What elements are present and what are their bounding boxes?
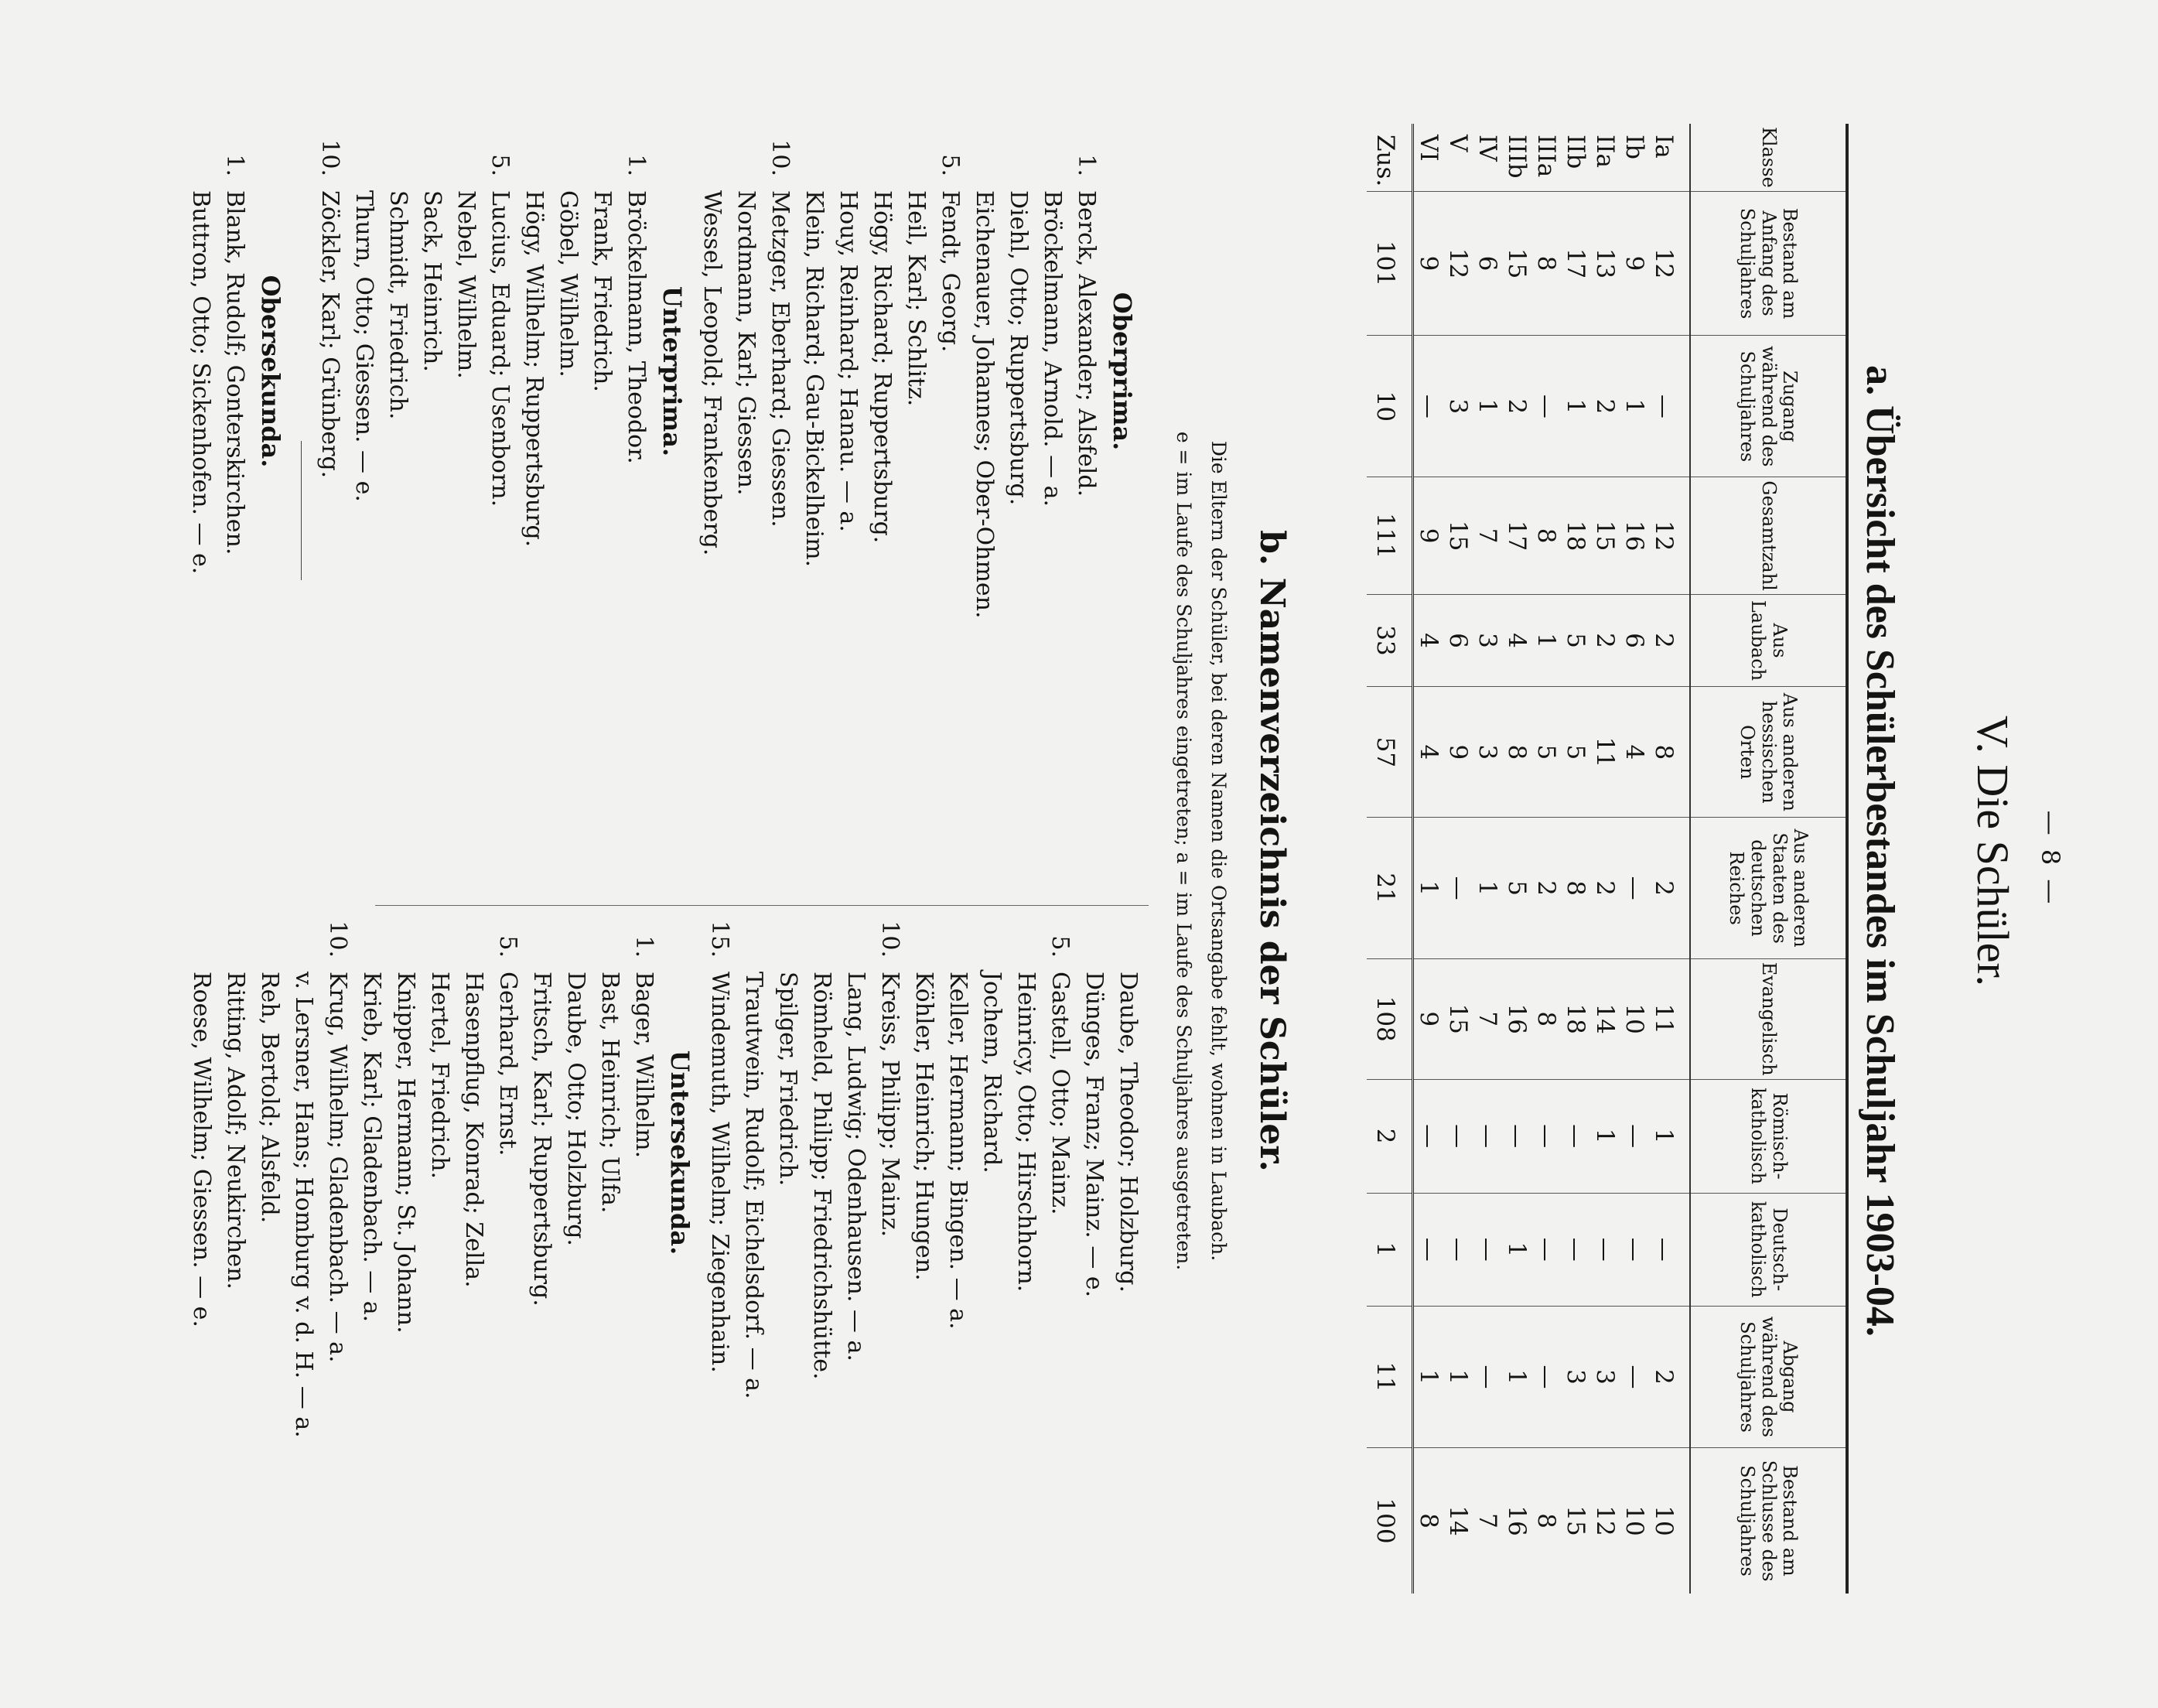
table-cell: 12 <box>1590 1447 1620 1594</box>
table-cell: 14 <box>1590 958 1620 1079</box>
student-name: Gastell, Otto; Mainz. <box>1047 972 1074 1215</box>
table-cell: 11 <box>1367 1306 1413 1447</box>
table-cell: 2 <box>1502 336 1531 477</box>
list-item <box>619 132 653 905</box>
student-name: Göbel, Wilhelm. <box>555 190 582 377</box>
separator-rule <box>301 441 302 580</box>
unterprima-list <box>312 132 653 905</box>
table-row <box>1531 124 1561 1594</box>
student-name: Fendt, Georg. <box>937 190 964 353</box>
list-item <box>907 913 941 1686</box>
table-cell: 1 <box>1502 1193 1531 1306</box>
table-cell: 2 <box>1649 818 1690 958</box>
table-cell: 4 <box>1413 687 1444 818</box>
table-cell: 10 <box>1367 336 1413 477</box>
student-name: Thurn, Otto; Giessen. — e. <box>350 190 377 502</box>
entry-number: 10. <box>876 921 903 958</box>
student-name: Houy, Reinhard; Hanau. — a. <box>835 190 862 532</box>
class-cell: VI <box>1415 135 1443 162</box>
table-cell: 10 <box>1649 1447 1690 1594</box>
table-cell: 3 <box>1443 336 1473 477</box>
student-name: Diehl, Otto; Ruppertsburg. <box>1005 190 1032 506</box>
student-name: Reh, Bertold; Alsfeld. <box>256 972 283 1224</box>
column-divider <box>375 905 1149 906</box>
oberprima-list <box>695 132 1103 905</box>
table-cell: 10 <box>1620 1447 1649 1594</box>
table-cell: 4 <box>1413 594 1444 686</box>
entry-number: 10. <box>767 139 794 176</box>
list-item <box>933 132 967 905</box>
student-name: Nebel, Wilhelm. <box>452 190 480 379</box>
class-cell: IIa <box>1591 135 1619 168</box>
class-cell: Ib <box>1620 135 1648 160</box>
list-item <box>320 913 354 1686</box>
group-heading-oberprima: Oberprima. <box>1108 292 1137 451</box>
list-item <box>763 132 797 905</box>
list-item <box>456 913 490 1686</box>
column-header: Aus anderen hessischen Orten <box>1690 687 1847 818</box>
table-cell: 9 <box>1620 191 1649 336</box>
table-cell: 100 <box>1367 1447 1413 1594</box>
table-row <box>1590 124 1620 1594</box>
table-cell: — <box>1649 336 1690 477</box>
table-cell: 12 <box>1649 191 1690 336</box>
table-cell: 4 <box>1502 594 1531 686</box>
student-name: Blank, Rudolf; Gonterskirchen. <box>221 190 248 555</box>
chapter-title: V. Die Schüler. <box>1968 715 2018 987</box>
column-header: Bestand am Schlusse des Schuljahres <box>1690 1447 1847 1594</box>
oberprima-continued-list <box>702 913 1145 1686</box>
table-cell: — <box>1561 1079 1590 1193</box>
list-item <box>770 913 804 1686</box>
student-name: Bast, Heinrich; Ulfa. <box>596 972 623 1214</box>
student-name: Krug, Wilhelm; Gladenbach. — a. <box>324 972 351 1363</box>
class-cell: V <box>1444 135 1472 152</box>
table-cell: 1 <box>1473 336 1502 477</box>
table-cell: 3 <box>1590 1306 1620 1447</box>
table-cell: 5 <box>1561 594 1590 686</box>
intro-note-line-2: e = im Laufe des Schuljahres eingetreten; a = im Laufe des Schuljahres ausgetreten. <box>1173 431 1195 1271</box>
student-name: Ritting, Adolf; Neukirchen. <box>222 972 249 1290</box>
student-name: Jochem, Richard. <box>978 972 1006 1173</box>
table-cell: 12 <box>1649 477 1690 595</box>
list-item <box>831 132 865 905</box>
class-cell: IIIb <box>1503 135 1531 179</box>
table-cell: 15 <box>1590 477 1620 595</box>
table-cell: 6 <box>1620 594 1649 686</box>
list-item <box>975 913 1009 1686</box>
table-cell: 5 <box>1531 687 1561 818</box>
student-name: Römheld, Philipp; Friedrichshütte. <box>808 972 835 1380</box>
table-cell: 10 <box>1620 958 1649 1079</box>
student-name: Bager, Wilhelm. <box>630 972 657 1159</box>
student-name: Daube, Otto; Holzburg. <box>562 972 589 1246</box>
table-cell: 17 <box>1561 191 1590 336</box>
student-name: Fritsch, Karl; Ruppertsburg. <box>528 972 555 1307</box>
table-row <box>1561 124 1590 1594</box>
table-row <box>1649 124 1690 1594</box>
table-cell: 15 <box>1443 958 1473 1079</box>
table-cell: 11 <box>1649 958 1690 1079</box>
entry-number: 15. <box>706 921 733 958</box>
table-cell: 5 <box>1561 687 1590 818</box>
table-cell: 8 <box>1561 818 1590 958</box>
table-cell: — <box>1620 1193 1649 1306</box>
table-cell: 17 <box>1502 477 1531 595</box>
table-cell: 7 <box>1473 958 1502 1079</box>
table-cell: — <box>1473 1079 1502 1193</box>
obersekunda-list <box>183 132 251 905</box>
list-item <box>941 913 975 1686</box>
list-item <box>517 132 551 905</box>
entry-number: 10. <box>316 139 343 176</box>
list-item <box>1001 132 1035 905</box>
table-cell: 9 <box>1413 958 1444 1079</box>
list-item <box>381 132 415 905</box>
student-name: Kreiss, Philipp; Mainz. <box>876 972 903 1238</box>
student-name: Windemuth, Wilhelm; Ziegenhain. <box>706 972 733 1373</box>
table-cell: 15 <box>1561 1447 1590 1594</box>
section-a-title: a. Übersicht des Schülerbestandes im Schuljahr 1903-04. <box>1858 365 1902 1337</box>
table-cell: 2 <box>1367 1079 1413 1193</box>
table-cell: 8 <box>1502 687 1531 818</box>
table-cell: 3 <box>1561 1306 1590 1447</box>
entry-number: 1. <box>623 154 650 176</box>
student-name: Knipper, Hermann; St. Johann. <box>392 972 419 1334</box>
table-cell: 7 <box>1473 1447 1502 1594</box>
table-cell: 8 <box>1413 1447 1444 1594</box>
list-item <box>1111 913 1145 1686</box>
entry-number: 1. <box>630 935 657 958</box>
table-cell: 1 <box>1413 818 1444 958</box>
table-cell: 11 <box>1590 687 1620 818</box>
table-cell: 108 <box>1367 958 1413 1079</box>
column-header: Gesamtzahl <box>1690 477 1847 595</box>
table-cell: 8 <box>1531 477 1561 595</box>
student-name: Köhler, Heinrich; Hungen. <box>910 972 937 1281</box>
list-item <box>1035 132 1069 905</box>
table-cell: — <box>1413 1079 1444 1193</box>
list-item <box>354 913 388 1686</box>
table-cell: — <box>1413 336 1444 477</box>
page-number: — 8 — <box>2036 810 2065 907</box>
table-cell: — <box>1531 1193 1561 1306</box>
table-cell: — <box>1443 818 1473 958</box>
table-cell: 8 <box>1649 687 1690 818</box>
list-item <box>347 132 381 905</box>
list-item <box>695 132 729 905</box>
table-cell: 4 <box>1620 687 1649 818</box>
entry-number: 5. <box>1047 935 1074 958</box>
table-cell: — <box>1443 1193 1473 1306</box>
table-cell: 1 <box>1473 818 1502 958</box>
list-item <box>872 913 907 1686</box>
list-item <box>592 913 627 1686</box>
list-item <box>183 132 217 905</box>
class-cell: IIIa <box>1532 135 1560 178</box>
entry-number: 1. <box>221 154 248 176</box>
list-item <box>967 132 1001 905</box>
student-name: Eichenauer, Johannes; Ober-Ohmen. <box>971 190 998 619</box>
list-item <box>312 132 347 905</box>
table-cell: 2 <box>1531 818 1561 958</box>
student-name: Bröckelmann, Arnold. — a. <box>1039 190 1066 507</box>
column-header: Deutsch-katholisch <box>1690 1193 1847 1306</box>
table-cell: — <box>1590 1193 1620 1306</box>
table-cell: — <box>1473 1306 1502 1447</box>
table-cell: 101 <box>1367 191 1413 336</box>
student-name: Gerhard, Ernst. <box>494 972 521 1156</box>
list-item <box>1069 132 1103 905</box>
entry-number: 5. <box>494 935 521 958</box>
table-row <box>1473 124 1502 1594</box>
table-cell: — <box>1531 1306 1561 1447</box>
table-cell: 111 <box>1367 477 1413 595</box>
student-name: Wessel, Leopold; Frankenberg. <box>698 190 726 556</box>
class-cell: IIb <box>1562 135 1589 169</box>
table-cell: 1 <box>1561 336 1590 477</box>
entry-number: 1. <box>1073 154 1100 176</box>
table-cell: 1 <box>1413 1306 1444 1447</box>
names-column-right <box>184 913 1145 1686</box>
student-name: Frank, Friedrich. <box>589 190 616 392</box>
list-item <box>899 132 933 905</box>
column-header: Aus anderen Staaten des deutschen Reiches <box>1690 818 1847 958</box>
student-name: Krieb, Karl; Gladenbach. — a. <box>358 972 385 1323</box>
list-item <box>838 913 872 1686</box>
column-header: Klasse <box>1690 124 1847 191</box>
student-name: Klein, Richard; Gau-Bickelheim. <box>801 190 828 568</box>
table-cell: 15 <box>1502 191 1531 336</box>
enrollment-table <box>1367 124 1849 1594</box>
list-item <box>1009 913 1043 1686</box>
table-cell: 6 <box>1443 594 1473 686</box>
list-item <box>729 132 763 905</box>
group-heading-untersekunda: Untersekunda. <box>665 1050 695 1255</box>
student-name: Metzger, Eberhard; Giessen. <box>767 190 794 528</box>
column-header: Evangelisch <box>1690 958 1847 1079</box>
table-cell: 2 <box>1649 1306 1690 1447</box>
intro-note-line-1: Die Eltern der Schüler, bei deren Namen die Ortsangabe fehlt, wohnen in Laubach. <box>1207 440 1230 1262</box>
table-cell: 9 <box>1443 687 1473 818</box>
student-name: Heinricy, Otto; Hirschhorn. <box>1012 972 1040 1293</box>
table-cell: 7 <box>1473 477 1502 595</box>
student-name: Hertel, Friedrich. <box>426 972 453 1180</box>
header-row <box>1690 124 1847 1594</box>
table-cell: 16 <box>1620 477 1649 595</box>
table-cell: — <box>1502 1079 1531 1193</box>
table-cell: 3 <box>1473 594 1502 686</box>
table-cell: — <box>1620 1306 1649 1447</box>
table-cell: — <box>1620 1079 1649 1193</box>
list-item <box>558 913 592 1686</box>
student-name: Hasenpflug, Konrad; Zella. <box>460 972 487 1288</box>
table-cell: 9 <box>1413 191 1444 336</box>
student-name: Daube, Theodor; Holzburg. <box>1115 972 1142 1293</box>
table-row <box>1502 124 1531 1594</box>
list-item <box>184 913 218 1686</box>
group-heading-unterprima: Unterprima. <box>657 285 687 457</box>
column-header: Römisch-katholisch <box>1690 1079 1847 1193</box>
list-item <box>702 913 736 1686</box>
column-header: Zugang während des Schuljahres <box>1690 336 1847 477</box>
table-cell: 2 <box>1590 336 1620 477</box>
column-header: Abgang während des Schuljahres <box>1690 1306 1847 1447</box>
student-name: Buttron, Otto; Sickenhofen. — e. <box>187 190 214 575</box>
table-cell: 2 <box>1590 818 1620 958</box>
group-heading-obersekunda: Obersekunda. <box>256 275 285 468</box>
list-item <box>804 913 838 1686</box>
student-name: Spilger, Friedrich. <box>774 972 801 1187</box>
list-item <box>218 913 252 1686</box>
student-name: Lucius, Eduard; Usenborn. <box>487 190 514 507</box>
table-cell: 16 <box>1502 958 1531 1079</box>
list-item <box>736 913 770 1686</box>
table-row <box>1413 124 1444 1594</box>
table-cell: 8 <box>1531 1447 1561 1594</box>
total-row <box>1367 124 1413 1594</box>
table-cell: 1 <box>1620 336 1649 477</box>
list-item <box>865 132 899 905</box>
class-cell: Ia <box>1650 135 1678 159</box>
table-cell: 8 <box>1531 958 1561 1079</box>
list-item <box>449 132 483 905</box>
table-header <box>1690 124 1847 1594</box>
table-cell: 13 <box>1590 191 1620 336</box>
table-body <box>1367 124 1690 1594</box>
table-cell: 14 <box>1443 1447 1473 1594</box>
student-name: Sack, Heinrich. <box>418 190 446 372</box>
table-cell: 16 <box>1502 1447 1531 1594</box>
table-cell: — <box>1473 1193 1502 1306</box>
list-item <box>585 132 619 905</box>
list-item <box>252 913 286 1686</box>
class-cell: Zus. <box>1367 124 1413 191</box>
student-name: Keller, Hermann; Bingen. — a. <box>944 972 971 1330</box>
table-cell: 18 <box>1561 477 1590 595</box>
table-cell: — <box>1620 818 1649 958</box>
student-name: v. Lersner, Hans; Homburg v. d. H. — a. <box>290 972 317 1438</box>
table-cell: 1 <box>1502 1306 1531 1447</box>
table-cell: — <box>1531 1079 1561 1193</box>
column-header: Bestand am Anfang des Schuljahres <box>1690 191 1847 336</box>
names-column-left <box>183 132 1145 905</box>
table-row <box>1443 124 1473 1594</box>
student-name: Trautwein, Rudolf; Eichelsdorf. — a. <box>740 972 767 1399</box>
table-cell: 57 <box>1367 687 1413 818</box>
column-header: Aus Laubach <box>1690 594 1847 686</box>
entry-number: 10. <box>324 921 351 958</box>
table-cell: 1 <box>1531 594 1561 686</box>
student-name: Nordmann, Karl; Giessen. <box>732 190 760 496</box>
table-cell: 9 <box>1413 477 1444 595</box>
table-cell: — <box>1413 1193 1444 1306</box>
table-cell: 33 <box>1367 594 1413 686</box>
list-item <box>422 913 456 1686</box>
entry-number: 5. <box>487 154 514 176</box>
table-cell: — <box>1561 1193 1590 1306</box>
list-item <box>1077 913 1111 1686</box>
table-cell: 1 <box>1590 1079 1620 1193</box>
table-cell: 15 <box>1443 477 1473 595</box>
list-item <box>388 913 422 1686</box>
table-cell: 21 <box>1367 818 1413 958</box>
table-cell: — <box>1443 1079 1473 1193</box>
list-item <box>217 132 251 905</box>
student-name: Lang, Ludwig; Odenhausen. — a. <box>842 972 869 1361</box>
class-cell: IV <box>1473 135 1501 162</box>
list-item <box>415 132 449 905</box>
table-cell: 12 <box>1443 191 1473 336</box>
list-item <box>1043 913 1077 1686</box>
student-name: Roese, Wilhelm; Giessen. — e. <box>188 972 215 1327</box>
table-cell: 8 <box>1531 191 1561 336</box>
table-cell: 5 <box>1502 818 1531 958</box>
student-name: Bröckelmann, Theodor. <box>623 190 650 464</box>
student-name: Heil, Karl; Schlitz. <box>903 190 930 407</box>
table-cell: 2 <box>1649 594 1690 686</box>
table-cell: — <box>1531 336 1561 477</box>
list-item <box>797 132 831 905</box>
entry-number: 5. <box>937 154 964 176</box>
student-name: Högy, Richard; Ruppertsburg. <box>869 190 896 544</box>
student-name: Dünges, Franz; Mainz. — e. <box>1081 972 1108 1298</box>
list-item <box>286 913 320 1686</box>
section-b-title: b. Namenverzeichnis der Schüler. <box>1252 530 1292 1172</box>
table-cell: 18 <box>1561 958 1590 1079</box>
student-name: Schmidt, Friedrich. <box>384 190 411 420</box>
list-item <box>490 913 524 1686</box>
table-cell: 1 <box>1443 1306 1473 1447</box>
list-item <box>524 913 558 1686</box>
student-name: Högy, Wilhelm; Ruppertsburg. <box>521 190 548 548</box>
table-cell: 6 <box>1473 191 1502 336</box>
table-cell: 3 <box>1473 687 1502 818</box>
student-name: Berck, Alexander; Alsfeld. <box>1073 190 1100 497</box>
list-item <box>483 132 517 905</box>
table-row <box>1620 124 1649 1594</box>
list-item <box>551 132 585 905</box>
untersekunda-list <box>184 913 661 1686</box>
table-cell: 1 <box>1367 1193 1413 1306</box>
student-name: Zöckler, Karl; Grünberg. <box>316 190 343 479</box>
table-cell: 2 <box>1590 594 1620 686</box>
list-item <box>627 913 661 1686</box>
table-cell: 1 <box>1649 1079 1690 1193</box>
table-cell: — <box>1649 1193 1690 1306</box>
